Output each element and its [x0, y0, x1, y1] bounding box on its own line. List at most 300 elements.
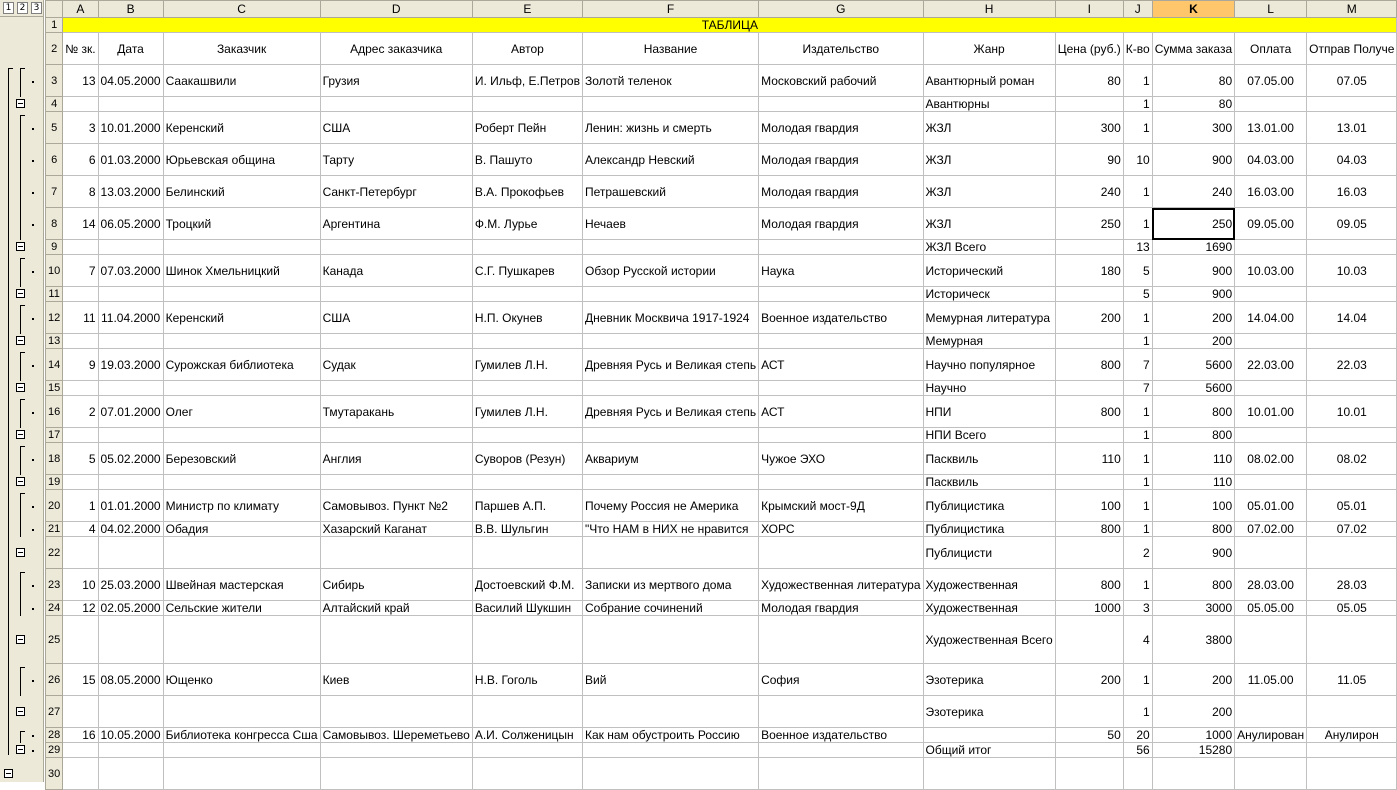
- cell[interactable]: Самовывоз. Пункт №2: [320, 490, 472, 522]
- cell[interactable]: Художественная литература: [759, 569, 923, 601]
- cell[interactable]: [63, 696, 98, 728]
- cell[interactable]: Хазарский Каганат: [320, 522, 472, 537]
- cell[interactable]: Вий: [582, 664, 758, 696]
- cell[interactable]: Н.П. Окунев: [472, 302, 582, 334]
- outline-collapse-button[interactable]: [16, 548, 25, 557]
- row-header[interactable]: 1: [46, 18, 63, 33]
- cell[interactable]: Роберт Пейн: [472, 112, 582, 144]
- cell[interactable]: 56: [1123, 743, 1152, 758]
- cell[interactable]: 7: [1123, 381, 1152, 396]
- cell[interactable]: 250: [1055, 208, 1123, 240]
- cell[interactable]: [1235, 97, 1307, 112]
- cell[interactable]: 100: [1152, 490, 1234, 522]
- cell[interactable]: [1307, 287, 1397, 302]
- cell[interactable]: [1235, 537, 1307, 569]
- cell[interactable]: 05.02.2000: [98, 443, 163, 475]
- cell[interactable]: Сурожская библиотека: [163, 349, 320, 381]
- cell[interactable]: Василий Шукшин: [472, 601, 582, 616]
- row-header[interactable]: 16: [46, 396, 63, 428]
- cell[interactable]: [1055, 240, 1123, 255]
- cell[interactable]: Гумилев Л.Н.: [472, 349, 582, 381]
- cell[interactable]: Тарту: [320, 144, 472, 176]
- cell[interactable]: [63, 287, 98, 302]
- cell[interactable]: 11.04.2000: [98, 302, 163, 334]
- cell[interactable]: Московский рабочий: [759, 65, 923, 97]
- cell[interactable]: [98, 743, 163, 758]
- cell[interactable]: Юрьевская община: [163, 144, 320, 176]
- cell[interactable]: [98, 240, 163, 255]
- row-header[interactable]: 8: [46, 208, 63, 240]
- cell[interactable]: [759, 428, 923, 443]
- subtotal-label-cell[interactable]: Эзотерика: [923, 696, 1055, 728]
- cell[interactable]: [98, 758, 163, 790]
- cell[interactable]: Суворов (Резун): [472, 443, 582, 475]
- cell[interactable]: [1055, 743, 1123, 758]
- cell[interactable]: 11: [63, 302, 98, 334]
- row-header[interactable]: 9: [46, 240, 63, 255]
- row-header[interactable]: 3: [46, 65, 63, 97]
- outline-collapse-button[interactable]: [16, 745, 25, 754]
- column-header[interactable]: B: [98, 1, 163, 18]
- cell[interactable]: 1: [1123, 334, 1152, 349]
- cell[interactable]: [163, 334, 320, 349]
- cell[interactable]: [163, 381, 320, 396]
- header-cell[interactable]: Заказчик: [163, 33, 320, 65]
- cell[interactable]: 10.05.2000: [98, 728, 163, 743]
- column-header-selected[interactable]: K: [1152, 1, 1234, 18]
- cell[interactable]: 07.01.2000: [98, 396, 163, 428]
- cell[interactable]: Молодая гвардия: [759, 601, 923, 616]
- cell[interactable]: [1307, 240, 1397, 255]
- cell[interactable]: [472, 537, 582, 569]
- cell[interactable]: 5600: [1152, 381, 1234, 396]
- cell[interactable]: [582, 97, 758, 112]
- subtotal-label-cell[interactable]: Пасквиль: [923, 475, 1055, 490]
- header-cell[interactable]: Издательство: [759, 33, 923, 65]
- cell[interactable]: Публицистика: [923, 490, 1055, 522]
- cell[interactable]: 200: [1152, 334, 1234, 349]
- column-header[interactable]: J: [1123, 1, 1152, 18]
- header-cell[interactable]: Отправ Получе: [1307, 33, 1397, 65]
- cell[interactable]: [759, 537, 923, 569]
- cell[interactable]: Санкт-Петербург: [320, 176, 472, 208]
- cell[interactable]: [163, 616, 320, 664]
- cell[interactable]: 1: [1123, 696, 1152, 728]
- row-header[interactable]: 29: [46, 743, 63, 758]
- cell[interactable]: 300: [1152, 112, 1234, 144]
- row-header[interactable]: 25: [46, 616, 63, 664]
- cell[interactable]: [163, 97, 320, 112]
- cell[interactable]: [98, 696, 163, 728]
- subtotal-label-cell[interactable]: ЖЗЛ Всего: [923, 240, 1055, 255]
- cell[interactable]: 800: [1055, 396, 1123, 428]
- cell[interactable]: Гумилев Л.Н.: [472, 396, 582, 428]
- cell[interactable]: [163, 537, 320, 569]
- column-header[interactable]: E: [472, 1, 582, 18]
- outline-collapse-button[interactable]: [16, 99, 25, 108]
- cell[interactable]: [1307, 758, 1397, 790]
- cell[interactable]: 13: [1123, 240, 1152, 255]
- cell[interactable]: АСТ: [759, 396, 923, 428]
- cell[interactable]: 15: [63, 664, 98, 696]
- cell[interactable]: [63, 475, 98, 490]
- cell[interactable]: ЖЗЛ: [923, 208, 1055, 240]
- cell[interactable]: 14: [63, 208, 98, 240]
- cell[interactable]: Почему Россия не Америка: [582, 490, 758, 522]
- cell[interactable]: Художественная: [923, 569, 1055, 601]
- cell[interactable]: [320, 616, 472, 664]
- cell[interactable]: 28.03.00: [1235, 569, 1307, 601]
- cell[interactable]: [163, 696, 320, 728]
- cell[interactable]: 1: [1123, 65, 1152, 97]
- row-header[interactable]: 13: [46, 334, 63, 349]
- cell[interactable]: [63, 616, 98, 664]
- cell[interactable]: Англия: [320, 443, 472, 475]
- cell[interactable]: 240: [1055, 176, 1123, 208]
- cell[interactable]: [1307, 537, 1397, 569]
- cell[interactable]: 800: [1152, 396, 1234, 428]
- cell[interactable]: 1: [1123, 475, 1152, 490]
- cell[interactable]: В.В. Шульгин: [472, 522, 582, 537]
- cell[interactable]: 110: [1055, 443, 1123, 475]
- cell[interactable]: Авантюрный роман: [923, 65, 1055, 97]
- cell[interactable]: 20: [1123, 728, 1152, 743]
- active-cell[interactable]: 250: [1152, 208, 1234, 240]
- cell[interactable]: [320, 287, 472, 302]
- cell[interactable]: 13: [63, 65, 98, 97]
- cell[interactable]: 3: [1123, 601, 1152, 616]
- cell[interactable]: 07.05.00: [1235, 65, 1307, 97]
- cell[interactable]: 19.03.2000: [98, 349, 163, 381]
- cell[interactable]: 5: [1123, 255, 1152, 287]
- cell[interactable]: Александр Невский: [582, 144, 758, 176]
- cell[interactable]: США: [320, 112, 472, 144]
- cell[interactable]: Молодая гвардия: [759, 208, 923, 240]
- outline-collapse-button[interactable]: [4, 769, 13, 778]
- subtotal-label-cell[interactable]: Публицисти: [923, 537, 1055, 569]
- cell[interactable]: 07.05: [1307, 65, 1397, 97]
- header-cell[interactable]: Жанр: [923, 33, 1055, 65]
- cell[interactable]: Собрание сочинений: [582, 601, 758, 616]
- cell[interactable]: 16: [63, 728, 98, 743]
- cell[interactable]: 5600: [1152, 349, 1234, 381]
- cell[interactable]: [759, 696, 923, 728]
- cell[interactable]: Библиотека конгресса Сша: [163, 728, 320, 743]
- cell[interactable]: 10: [63, 569, 98, 601]
- row-header[interactable]: 2: [46, 33, 63, 65]
- cell[interactable]: 07.02.00: [1235, 522, 1307, 537]
- cell[interactable]: 07.03.2000: [98, 255, 163, 287]
- cell[interactable]: [759, 616, 923, 664]
- cell[interactable]: [320, 696, 472, 728]
- cell[interactable]: [63, 97, 98, 112]
- cell[interactable]: [1152, 758, 1234, 790]
- cell[interactable]: [582, 381, 758, 396]
- cell[interactable]: 200: [1055, 664, 1123, 696]
- outline-collapse-button[interactable]: [16, 289, 25, 298]
- cell[interactable]: 04.03: [1307, 144, 1397, 176]
- cell[interactable]: Анулирон: [1307, 728, 1397, 743]
- header-cell[interactable]: № зк.: [63, 33, 98, 65]
- cell[interactable]: [163, 475, 320, 490]
- cell[interactable]: 08.02: [1307, 443, 1397, 475]
- cell[interactable]: Научно популярное: [923, 349, 1055, 381]
- cell[interactable]: 900: [1152, 144, 1234, 176]
- row-header[interactable]: 6: [46, 144, 63, 176]
- column-header[interactable]: M: [1307, 1, 1397, 18]
- cell[interactable]: 06.05.2000: [98, 208, 163, 240]
- cell[interactable]: [472, 758, 582, 790]
- cell[interactable]: [582, 537, 758, 569]
- cell[interactable]: 5: [1123, 287, 1152, 302]
- cell[interactable]: [320, 334, 472, 349]
- cell[interactable]: 14.04: [1307, 302, 1397, 334]
- cell[interactable]: 15280: [1152, 743, 1234, 758]
- cell[interactable]: 05.05: [1307, 601, 1397, 616]
- cell[interactable]: 100: [1055, 490, 1123, 522]
- cell[interactable]: Военное издательство: [759, 302, 923, 334]
- cell[interactable]: НПИ: [923, 396, 1055, 428]
- cell[interactable]: 13.01: [1307, 112, 1397, 144]
- cell[interactable]: ХОРС: [759, 522, 923, 537]
- cell[interactable]: Министр по климату: [163, 490, 320, 522]
- cell[interactable]: [1307, 616, 1397, 664]
- cell[interactable]: Молодая гвардия: [759, 176, 923, 208]
- row-header[interactable]: 17: [46, 428, 63, 443]
- cell[interactable]: 900: [1152, 255, 1234, 287]
- cell[interactable]: [1235, 758, 1307, 790]
- cell[interactable]: Нечаев: [582, 208, 758, 240]
- cell[interactable]: 1: [1123, 443, 1152, 475]
- cell[interactable]: [759, 743, 923, 758]
- row-header[interactable]: 24: [46, 601, 63, 616]
- cell[interactable]: Молодая гвардия: [759, 144, 923, 176]
- cell[interactable]: 90: [1055, 144, 1123, 176]
- cell[interactable]: 12: [63, 601, 98, 616]
- outline-collapse-button[interactable]: [16, 242, 25, 251]
- cell[interactable]: 200: [1152, 302, 1234, 334]
- cell[interactable]: В.А. Прокофьев: [472, 176, 582, 208]
- cell[interactable]: [98, 428, 163, 443]
- cell[interactable]: [1235, 240, 1307, 255]
- cell[interactable]: 1000: [1152, 728, 1234, 743]
- cell[interactable]: Шинок Хмельницкий: [163, 255, 320, 287]
- cell[interactable]: 1: [1123, 490, 1152, 522]
- cell[interactable]: [320, 240, 472, 255]
- cell[interactable]: [1055, 287, 1123, 302]
- cell[interactable]: Дневник Москвича 1917-1924: [582, 302, 758, 334]
- cell[interactable]: 13.03.2000: [98, 176, 163, 208]
- cell[interactable]: 02.05.2000: [98, 601, 163, 616]
- cell[interactable]: 1: [1123, 302, 1152, 334]
- column-header[interactable]: H: [923, 1, 1055, 18]
- outline-level-3-button[interactable]: 3: [31, 2, 42, 14]
- subtotal-label-cell[interactable]: Научно: [923, 381, 1055, 396]
- cell[interactable]: Как нам обустроить Россию: [582, 728, 758, 743]
- outline-collapse-button[interactable]: [16, 336, 25, 345]
- cell[interactable]: 1: [1123, 569, 1152, 601]
- cell[interactable]: [923, 728, 1055, 743]
- cell[interactable]: [582, 428, 758, 443]
- row-header[interactable]: 4: [46, 97, 63, 112]
- cell[interactable]: [759, 287, 923, 302]
- row-header[interactable]: 18: [46, 443, 63, 475]
- cell[interactable]: 1000: [1055, 601, 1123, 616]
- cell[interactable]: Самовывоз. Шереметьево: [320, 728, 472, 743]
- cell[interactable]: [582, 334, 758, 349]
- cell[interactable]: 3: [63, 112, 98, 144]
- row-header[interactable]: 19: [46, 475, 63, 490]
- column-header[interactable]: G: [759, 1, 923, 18]
- cell[interactable]: 3000: [1152, 601, 1234, 616]
- cell[interactable]: А.И. Солженицын: [472, 728, 582, 743]
- cell[interactable]: Тмутаракань: [320, 396, 472, 428]
- cell[interactable]: И. Ильф, Е.Петров: [472, 65, 582, 97]
- cell[interactable]: 10.01: [1307, 396, 1397, 428]
- cell[interactable]: Чужое ЭХО: [759, 443, 923, 475]
- outline-level-1-button[interactable]: 1: [3, 2, 14, 14]
- cell[interactable]: С.Г. Пушкарев: [472, 255, 582, 287]
- cell[interactable]: [472, 616, 582, 664]
- cell[interactable]: 16.03: [1307, 176, 1397, 208]
- cell[interactable]: [1235, 287, 1307, 302]
- cell[interactable]: [1307, 381, 1397, 396]
- cell[interactable]: 7: [1123, 349, 1152, 381]
- cell[interactable]: [759, 97, 923, 112]
- cell[interactable]: [98, 97, 163, 112]
- cell[interactable]: София: [759, 664, 923, 696]
- cell[interactable]: Березовский: [163, 443, 320, 475]
- cell[interactable]: [582, 475, 758, 490]
- cell[interactable]: 1: [1123, 522, 1152, 537]
- cell[interactable]: 10.03: [1307, 255, 1397, 287]
- cell[interactable]: [1307, 428, 1397, 443]
- cell[interactable]: 180: [1055, 255, 1123, 287]
- cell[interactable]: [63, 743, 98, 758]
- cell[interactable]: Сибирь: [320, 569, 472, 601]
- outline-collapse-button[interactable]: [16, 383, 25, 392]
- cell[interactable]: Наука: [759, 255, 923, 287]
- cell[interactable]: 4: [1123, 616, 1152, 664]
- cell[interactable]: Военное издательство: [759, 728, 923, 743]
- cell[interactable]: 110: [1152, 475, 1234, 490]
- header-cell[interactable]: Цена (руб.): [1055, 33, 1123, 65]
- cell[interactable]: [1055, 758, 1123, 790]
- subtotal-label-cell[interactable]: Историческ: [923, 287, 1055, 302]
- header-cell[interactable]: К-во: [1123, 33, 1152, 65]
- cell[interactable]: Ющенко: [163, 664, 320, 696]
- cell[interactable]: [472, 334, 582, 349]
- header-cell[interactable]: Дата: [98, 33, 163, 65]
- cell[interactable]: [1307, 743, 1397, 758]
- cell[interactable]: [63, 334, 98, 349]
- cell[interactable]: [582, 743, 758, 758]
- cell[interactable]: Петрашевский: [582, 176, 758, 208]
- cell[interactable]: Алтайский край: [320, 601, 472, 616]
- row-header[interactable]: 21: [46, 522, 63, 537]
- cell[interactable]: 1: [1123, 664, 1152, 696]
- cell[interactable]: 4: [63, 522, 98, 537]
- cell[interactable]: Белинский: [163, 176, 320, 208]
- cell[interactable]: [472, 428, 582, 443]
- cell[interactable]: 9: [63, 349, 98, 381]
- subtotal-label-cell[interactable]: Общий итог: [923, 743, 1055, 758]
- cell[interactable]: [320, 475, 472, 490]
- subtotal-label-cell[interactable]: НПИ Всего: [923, 428, 1055, 443]
- cell[interactable]: 1: [1123, 396, 1152, 428]
- cell[interactable]: ЖЗЛ: [923, 176, 1055, 208]
- cell[interactable]: [163, 758, 320, 790]
- cell[interactable]: [63, 537, 98, 569]
- cell[interactable]: АСТ: [759, 349, 923, 381]
- cell[interactable]: Обадия: [163, 522, 320, 537]
- cell[interactable]: [63, 428, 98, 443]
- cell[interactable]: Канада: [320, 255, 472, 287]
- cell[interactable]: Древняя Русь и Великая степь: [582, 396, 758, 428]
- row-header[interactable]: 15: [46, 381, 63, 396]
- cell[interactable]: 800: [1055, 349, 1123, 381]
- cell[interactable]: Ф.М. Лурье: [472, 208, 582, 240]
- cell[interactable]: Молодая гвардия: [759, 112, 923, 144]
- cell[interactable]: [759, 240, 923, 255]
- cell[interactable]: 11.05.00: [1235, 664, 1307, 696]
- cell[interactable]: 1: [1123, 208, 1152, 240]
- cell[interactable]: 22.03: [1307, 349, 1397, 381]
- cell[interactable]: [63, 758, 98, 790]
- cell[interactable]: [472, 696, 582, 728]
- cell[interactable]: Паршев А.П.: [472, 490, 582, 522]
- cell[interactable]: [320, 758, 472, 790]
- cell[interactable]: 110: [1152, 443, 1234, 475]
- cell[interactable]: [320, 743, 472, 758]
- cell[interactable]: ЖЗЛ: [923, 112, 1055, 144]
- cell[interactable]: Золотй теленок: [582, 65, 758, 97]
- outline-collapse-button[interactable]: [16, 430, 25, 439]
- cell[interactable]: [63, 240, 98, 255]
- row-header[interactable]: 12: [46, 302, 63, 334]
- cell[interactable]: 10.01.2000: [98, 112, 163, 144]
- row-header[interactable]: 27: [46, 696, 63, 728]
- cell[interactable]: [1055, 696, 1123, 728]
- cell[interactable]: 08.05.2000: [98, 664, 163, 696]
- cell[interactable]: [98, 616, 163, 664]
- cell[interactable]: 13.01.00: [1235, 112, 1307, 144]
- cell[interactable]: 80: [1055, 65, 1123, 97]
- cell[interactable]: 800: [1055, 522, 1123, 537]
- cell[interactable]: 80: [1152, 97, 1234, 112]
- cell[interactable]: [582, 287, 758, 302]
- row-header[interactable]: 28: [46, 728, 63, 743]
- select-all-corner[interactable]: [46, 1, 63, 18]
- row-header[interactable]: 7: [46, 176, 63, 208]
- cell[interactable]: 1: [63, 490, 98, 522]
- cell[interactable]: [472, 381, 582, 396]
- header-cell[interactable]: Оплата: [1235, 33, 1307, 65]
- row-header[interactable]: 20: [46, 490, 63, 522]
- header-cell[interactable]: Адрес заказчика: [320, 33, 472, 65]
- cell[interactable]: 80: [1152, 65, 1234, 97]
- outline-level-2-button[interactable]: 2: [17, 2, 28, 14]
- cell[interactable]: [472, 743, 582, 758]
- cell[interactable]: 800: [1152, 428, 1234, 443]
- cell[interactable]: 1: [1123, 176, 1152, 208]
- cell[interactable]: [1123, 758, 1152, 790]
- cell[interactable]: 05.05.00: [1235, 601, 1307, 616]
- cell[interactable]: Саакашвили: [163, 65, 320, 97]
- cell[interactable]: 04.05.2000: [98, 65, 163, 97]
- cell[interactable]: [1235, 428, 1307, 443]
- cell[interactable]: Ленин: жизнь и смерть: [582, 112, 758, 144]
